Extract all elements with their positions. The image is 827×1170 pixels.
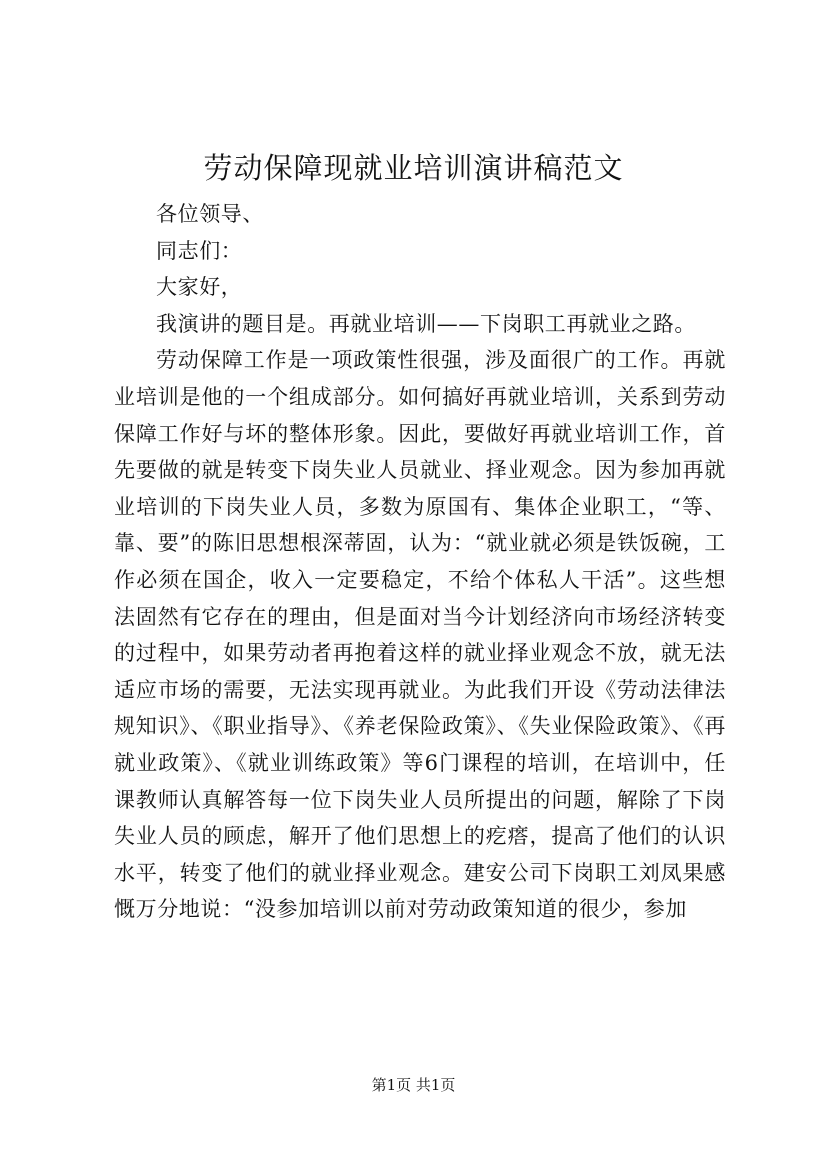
page-footer: 第1页 共1页 — [371, 1076, 456, 1094]
page-title: 劳动保障现就业培训演讲稿范文 — [203, 151, 624, 185]
greeting-comrades: 同志们： — [156, 238, 243, 263]
speech-topic: 我演讲的题目是。再就业培训——下岗职工再就业之路。 — [156, 311, 696, 336]
greeting-leaders: 各位领导、 — [156, 202, 264, 226]
body-paragraph: 劳动保障工作是一项政策性很强，涉及面很广的工作。再就业培训是他的一个组成部分。如何搞好再就业培训，关系到劳动保障工作好与坏的整体形象。因此，要做好再就业培训工作，首先要做的就是转变下岗失业人员就业、择业观念。因为参加再就业培训的下岗失业人员，多数为原国有、集体企业职工，“等、靠、要”的陈旧思想根深蒂固，认为：“就业就必须是铁饭碗，工作必须在国企，收入一定要稳定，不给个体私人干活”。这些想法固然有它存在的理由，但是面对当今计划经济向市场经济转变的过程中，如果劳动者再抱着这样的就业择业观念不放，就无法适应市场的需要，无法实现再就业。为此我们开设《劳动法律法规知识》、《职业指导》、《养老保险政策》、《失业保险政策》、《再就业政策》、《就业训练政策》等6门课程的培训，在培训中，任课教师认真解答每一位下岗失业人员所提出的问题，解除了下岗失业人员的顾虑，解开了他们思想上的疙瘩，提高了他们的认识水平，转变了他们的就业择业观念。建安公司下岗职工刘凤果感慨万分地说：“没参加培训以前对劳动政策知道的很少，参加 — [114, 348, 726, 922]
greeting-everyone: 大家好， — [156, 275, 243, 300]
document-body — [114, 196, 726, 928]
